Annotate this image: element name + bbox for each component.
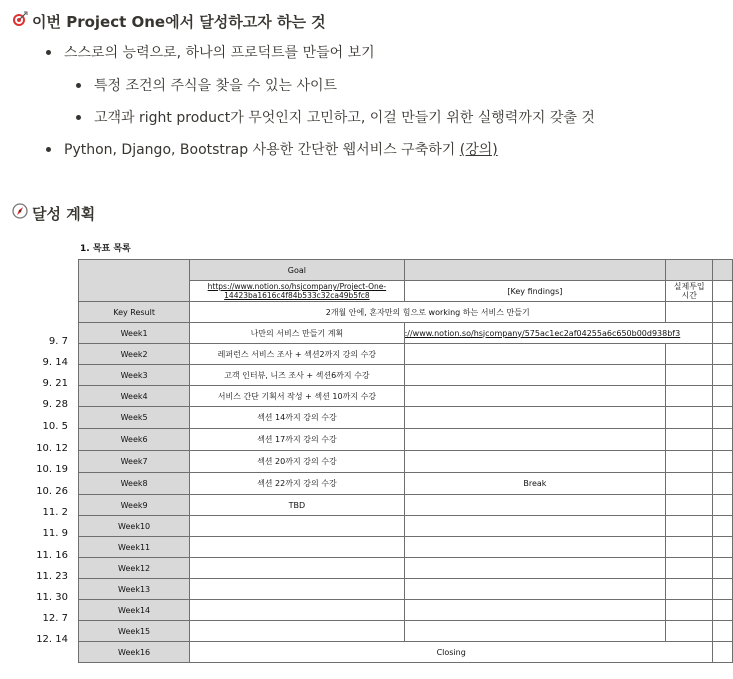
week-plan <box>190 558 404 579</box>
table-cell <box>404 429 666 451</box>
week-date: 9. 28 <box>42 399 68 410</box>
table-cell <box>713 302 733 323</box>
table-cell <box>666 495 713 516</box>
break-cell: Break <box>404 473 666 495</box>
table-cell <box>666 386 713 407</box>
table-row <box>79 302 733 323</box>
bullet-dot <box>76 83 81 88</box>
table-row <box>79 260 733 281</box>
bullet-item <box>64 42 375 62</box>
table-cell <box>404 537 666 558</box>
week-plan: TBD <box>190 495 404 516</box>
week1-link[interactable]: ://www.notion.so/hsjcompany/575ac1ec2af04255a6c650b00d938bf3 <box>404 323 713 344</box>
week-plan: 섹션 17까지 강의 수강 <box>190 429 404 451</box>
table-cell <box>666 429 713 451</box>
week-date: 9. 21 <box>42 378 68 389</box>
table-cell <box>713 495 733 516</box>
key-result-text: 2개월 안에, 혼자만의 힘으로 working 하는 서비스 만들기 <box>190 302 666 323</box>
week-plan: 나만의 서비스 만들기 계획 <box>190 323 404 344</box>
table-corner-cell <box>79 260 190 302</box>
table-cell <box>713 537 733 558</box>
week-label: Week11 <box>79 537 190 558</box>
week-date: 9. 7 <box>48 336 68 347</box>
table-cell <box>666 600 713 621</box>
table-cell <box>404 344 666 365</box>
table-row <box>79 516 733 537</box>
section-heading-text: 달성 계획 <box>32 205 96 223</box>
week-plan: 서비스 간단 기획서 작성 + 섹션 10까지 수강 <box>190 386 404 407</box>
table-cell <box>713 365 733 386</box>
table-cell <box>404 407 666 429</box>
week-date: 10. 5 <box>42 421 68 432</box>
table-cell <box>713 600 733 621</box>
table-cell <box>666 365 713 386</box>
header-cell <box>404 260 666 281</box>
table-cell <box>666 558 713 579</box>
table-cell <box>404 386 666 407</box>
table-row <box>79 451 733 473</box>
table-row <box>79 386 733 407</box>
bullet-text: 특정 조건의 주식을 찾을 수 있는 사이트 <box>94 78 338 94</box>
goal-header: Goal <box>190 260 404 281</box>
target-icon <box>12 11 28 31</box>
week-label: Week15 <box>79 621 190 642</box>
week-label: Week16 <box>79 642 190 663</box>
table-cell <box>713 473 733 495</box>
bullet-text: 스스로의 능력으로, 하나의 프로덕트를 만들어 보기 <box>64 45 375 61</box>
bullet-item <box>94 107 595 127</box>
table-cell <box>666 407 713 429</box>
table-cell <box>404 516 666 537</box>
table-cell <box>666 621 713 642</box>
table-row <box>79 537 733 558</box>
week-date: 9. 14 <box>42 357 68 368</box>
table-cell <box>404 451 666 473</box>
table-cell <box>713 429 733 451</box>
table-cell <box>666 516 713 537</box>
week-date: 10. 26 <box>36 486 68 497</box>
bullet-text: 고객과 right product가 무엇인지 고민하고, 이걸 만들기 위한 실행력까지 갖출 것 <box>94 110 595 126</box>
week-date: 11. 16 <box>36 550 68 561</box>
bullet-dot <box>76 115 81 120</box>
week-date: 10. 12 <box>36 443 68 454</box>
week-label: Week2 <box>79 344 190 365</box>
table-row <box>79 621 733 642</box>
table-cell <box>713 621 733 642</box>
bullet-item <box>94 75 337 95</box>
table-cell <box>404 495 666 516</box>
header-cell <box>666 260 713 281</box>
week-label: Week3 <box>79 365 190 386</box>
week-date: 11. 23 <box>36 571 68 582</box>
table-row <box>79 429 733 451</box>
week-plan <box>190 579 404 600</box>
table-cell <box>713 558 733 579</box>
bullet-dot <box>46 147 51 152</box>
week-label: Week5 <box>79 407 190 429</box>
table-cell <box>404 600 666 621</box>
week-label: Week7 <box>79 451 190 473</box>
table-cell <box>404 365 666 386</box>
week-label: Week12 <box>79 558 190 579</box>
table-row <box>79 407 733 429</box>
week-plan: 레퍼런스 서비스 조사 + 섹션2까지 강의 수강 <box>190 344 404 365</box>
table-row <box>79 495 733 516</box>
bullet-text: Python, Django, Bootstrap 사용한 간단한 웹서비스 구축하기 <box>64 142 460 158</box>
plan-table <box>78 259 733 663</box>
week-plan <box>190 516 404 537</box>
actual-time-cell: 실제투입 시간 <box>666 281 713 302</box>
table-cell <box>666 473 713 495</box>
week-date: 12. 7 <box>42 613 68 624</box>
table-cell <box>666 537 713 558</box>
section-heading-goals <box>12 11 326 32</box>
week-label: Week9 <box>79 495 190 516</box>
table-row <box>79 558 733 579</box>
table-cell <box>713 344 733 365</box>
week-label: Week14 <box>79 600 190 621</box>
week-plan <box>190 621 404 642</box>
goal-url-link[interactable]: https://www.notion.so/hsjcompany/Project-One-14423ba1616c4f84b533c32ca49b5fc8 <box>190 281 404 302</box>
table-row <box>79 642 733 663</box>
table-row <box>79 365 733 386</box>
week-plan <box>190 600 404 621</box>
compass-icon <box>12 203 28 223</box>
week-plan: 고객 인터뷰, 니즈 조사 + 섹션6까지 수강 <box>190 365 404 386</box>
week-plan: 섹션 14까지 강의 수강 <box>190 407 404 429</box>
header-cell <box>713 260 733 281</box>
table-row <box>79 579 733 600</box>
table-row <box>79 473 733 495</box>
week-label: Week13 <box>79 579 190 600</box>
section-heading-plan <box>12 203 95 224</box>
section-heading-text: 이번 Project One에서 달성하고자 하는 것 <box>32 13 326 31</box>
week-label: Week8 <box>79 473 190 495</box>
lecture-link[interactable]: (강의) <box>459 142 498 158</box>
week-label: Week6 <box>79 429 190 451</box>
table-cell <box>713 642 733 663</box>
bullet-dot <box>46 50 51 55</box>
table-cell <box>713 386 733 407</box>
table-cell <box>713 281 733 302</box>
table-cell <box>666 302 713 323</box>
week-date: 12. 14 <box>36 634 68 645</box>
key-findings-cell: [Key findings] <box>404 281 666 302</box>
week-label: Week1 <box>79 323 190 344</box>
table-cell <box>404 621 666 642</box>
week-date: 11. 2 <box>42 507 68 518</box>
table-cell <box>404 558 666 579</box>
week-plan <box>190 537 404 558</box>
table-cell <box>713 323 733 344</box>
table-row <box>79 600 733 621</box>
table-cell <box>713 451 733 473</box>
table-cell <box>713 516 733 537</box>
table-cell <box>404 579 666 600</box>
bullet-item <box>64 139 498 159</box>
week-date: 11. 30 <box>36 592 68 603</box>
week-plan: 섹션 20까지 강의 수강 <box>190 451 404 473</box>
week-date: 11. 9 <box>42 528 68 539</box>
table-cell <box>713 407 733 429</box>
closing-cell: Closing <box>190 642 713 663</box>
table-cell <box>713 579 733 600</box>
table-cell <box>666 451 713 473</box>
week-label: Week4 <box>79 386 190 407</box>
week-plan: 섹션 22까지 강의 수강 <box>190 473 404 495</box>
week-label: Week10 <box>79 516 190 537</box>
table-cell <box>666 344 713 365</box>
table-subtitle: 1. 목표 목록 <box>80 244 131 254</box>
table-row <box>79 323 733 344</box>
table-row <box>79 344 733 365</box>
table-cell <box>666 579 713 600</box>
key-result-label: Key Result <box>79 302 190 323</box>
week-date: 10. 19 <box>36 464 68 475</box>
